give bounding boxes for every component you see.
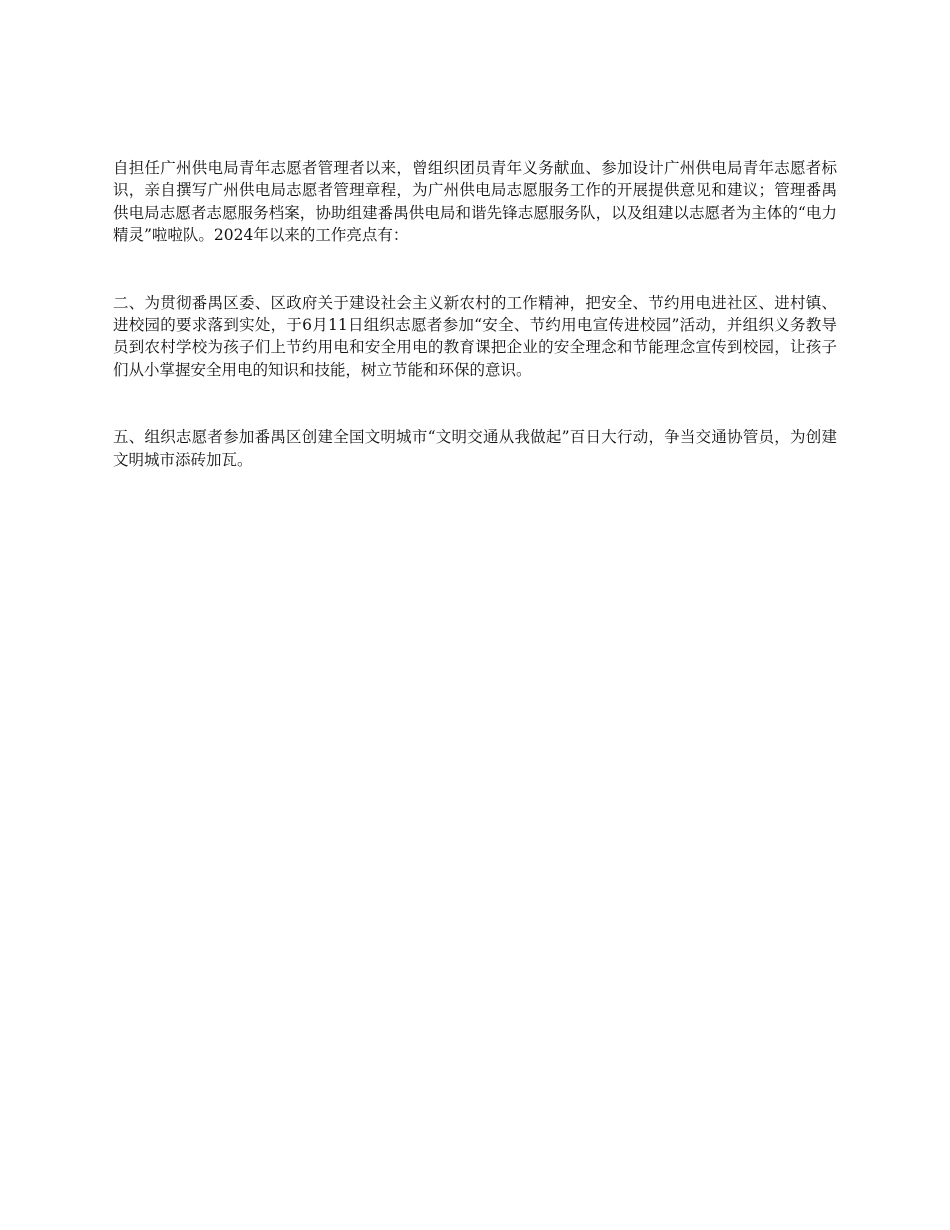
document-body: [113, 157, 837, 471]
paragraph-civilized-city: 五、组织志愿者参加番禺区创建全国文明城市“文明交通从我做起”百日大行动，争当交通协管员，为创建文明城市添砖加瓦。: [113, 428, 837, 469]
paragraph-safety-campaign: 二、为贯彻番禺区委、区政府关于建设社会主义新农村的工作精神，把安全、节约用电进社区、进村镇、进校园的要求落到实处，于6月11日组织志愿者参加“安全、节约用电宣传进校园”活动，并组织义务教导员到农村学校为孩子们上节约用电和安全用电的教育课把企业的安全理念和节能理念宣传到校园，让孩子们从小掌握安全用电的知识和技能，树立节能和环保的意识。: [113, 293, 837, 379]
paragraph-volunteer-manager-intro: 自担任广州供电局青年志愿者管理者以来，曾组织团员青年义务献血、参加设计广州供电局青年志愿者标识，亲自撰写广州供电局志愿者管理章程，为广州供电局志愿服务工作的开展提供意见和建议；管理番禺供电局志愿者志愿服务档案，协助组建番禺供电局和谐先锋志愿服务队，以及组建以志愿者为主体的“电力精灵”啦啦队。2024年以来的工作亮点有：: [113, 159, 837, 245]
